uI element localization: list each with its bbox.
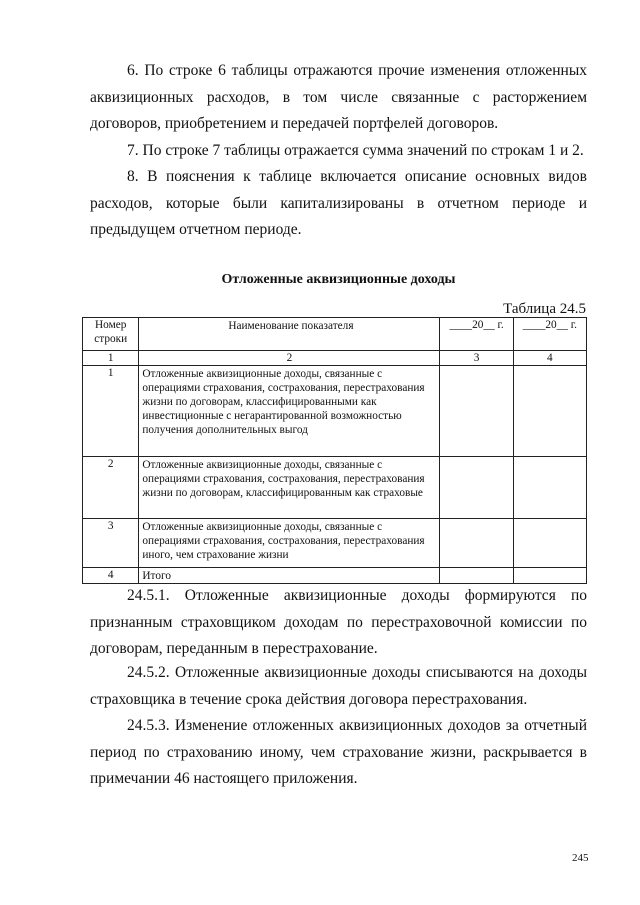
row-value-period-2: [513, 519, 586, 568]
row-number: 2: [83, 457, 139, 519]
header-period-1: ____20__ г.: [440, 318, 513, 351]
column-number: 4: [513, 351, 586, 366]
table-header-row: [83, 318, 587, 351]
row-name: Итого: [139, 568, 440, 584]
table-row: [83, 519, 587, 568]
row-value-period-2: [513, 366, 586, 457]
row-value-period-1: [440, 568, 513, 584]
header-row-number: Номер строки: [83, 318, 139, 351]
row-number: 3: [83, 519, 139, 568]
row-name: Отложенные аквизиционные доходы, связанные с операциями страхования, сострахования, перестрахования иного, чем страхование жизни: [139, 519, 440, 568]
row-number: 4: [83, 568, 139, 584]
deferred-acquisition-income-table: [82, 317, 587, 584]
table-row: [83, 366, 587, 457]
table-row: [83, 457, 587, 519]
table-row-total: [83, 568, 587, 584]
column-number: 2: [139, 351, 440, 366]
header-indicator-name: Наименование показателя: [139, 318, 440, 351]
paragraph-24-5-1: 24.5.1. Отложенные аквизиционные доходы формируются по признанным страховщиком доходам по перестраховочной комиссии по договорам, переданным в перестрахование.: [90, 587, 587, 657]
row-value-period-2: [513, 457, 586, 519]
column-number: 1: [83, 351, 139, 366]
page-number: 245: [572, 852, 589, 864]
row-value-period-1: [440, 457, 513, 519]
paragraph-24-5-3: 24.5.3. Изменение отложенных аквизиционных доходов за отчетный период по страхованию иному, чем страхование жизни, раскрывается в примечании 46 настоящего приложения.: [90, 717, 587, 787]
row-value-period-1: [440, 519, 513, 568]
column-number-row: [83, 351, 587, 366]
row-number: 1: [83, 366, 139, 457]
column-number: 3: [440, 351, 513, 366]
row-name: Отложенные аквизиционные доходы, связанные с операциями страхования, сострахования, перестрахования жизни по договорам, классифицированными как инвестиционные с негарантированной возможностью получения дополнительных выгод: [139, 366, 440, 457]
paragraph-item-8: 8. В пояснения к таблице включается описание основных видов расходов, которые были капитализированы в отчетном периоде и предыдущем отчетном периоде.: [90, 168, 587, 238]
header-period-2: ____20__ г.: [513, 318, 586, 351]
paragraph-item-6: 6. По строке 6 таблицы отражаются прочие изменения отложенных аквизиционных расходов, в том числе связанные с расторжением договоров, приобретением и передачей портфелей договоров.: [90, 62, 587, 132]
table-label: Таблица 24.5: [503, 301, 586, 317]
paragraph-item-7: 7. По строке 7 таблицы отражается сумма значений по строкам 1 и 2.: [127, 142, 584, 159]
paragraph-24-5-2: 24.5.2. Отложенные аквизиционные доходы списываются на доходы страховщика в течение срока действия договора перестрахования.: [90, 664, 587, 708]
table-title: Отложенные аквизиционные доходы: [221, 272, 456, 287]
row-value-period-1: [440, 366, 513, 457]
row-value-period-2: [513, 568, 586, 584]
row-name: Отложенные аквизиционные доходы, связанные с операциями страхования, сострахования, перестрахования жизни по договорам, классифицированным как страховые: [139, 457, 440, 519]
